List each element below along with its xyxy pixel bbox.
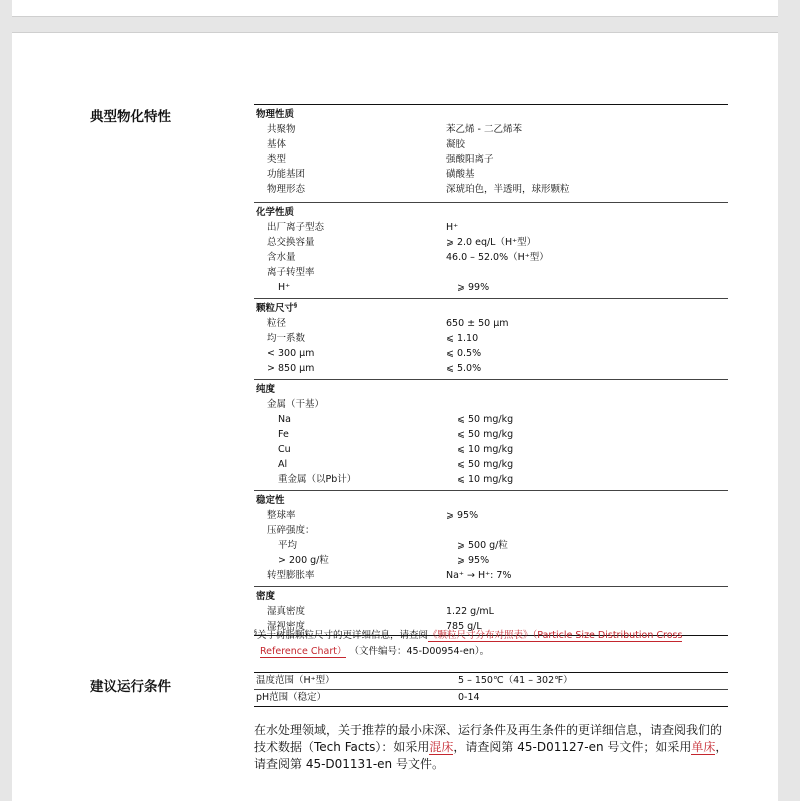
table-row: H⁺ ⩾ 99% [278, 282, 490, 293]
table-row: 转型膨胀率 Na⁺ → H⁺: 7% [267, 570, 512, 581]
properties-table [254, 104, 728, 636]
group-header: 稳定性 [256, 495, 285, 506]
table-row: 平均 ⩾ 500 g/粒 [278, 540, 508, 551]
table-row: 物理形态 深琥珀色，半透明，球形颗粒 [267, 184, 570, 195]
table-row: 金属（干基） [267, 399, 325, 410]
link-single-bed[interactable]: 单床 [691, 740, 716, 754]
table-row: > 850 µm ⩽ 5.0% [267, 363, 482, 374]
group-header: 颗粒尺寸§ [256, 301, 298, 314]
table-row: 压碎强度： [267, 525, 315, 536]
section-title-typical-properties: 典型物化特性 [90, 109, 171, 125]
table-row: 离子转型率 [267, 267, 315, 278]
table-row: 出厂离子型态 H⁺ [267, 222, 459, 233]
group-header: 纯度 [256, 384, 276, 395]
table-row: 均一系数 ⩽ 1.10 [267, 333, 479, 344]
group-stability [254, 493, 728, 587]
link-particle-size-chart-cn[interactable]: 《颗粒尺寸分布对照表》 [428, 630, 533, 641]
operating-conditions-table [254, 672, 728, 707]
table-row: 总交换容量 ⩾ 2.0 eq/L（H⁺型） [267, 237, 537, 248]
link-particle-size-chart-en[interactable]: （Particle Size Distribution Cross [532, 630, 683, 641]
group-header: 密度 [256, 591, 276, 602]
table-row: 类型 强酸阳离子 [267, 154, 494, 165]
table-row: Al ⩽ 50 mg/kg [278, 459, 514, 470]
table-row: 湿真密度 1.22 g/mL [267, 606, 494, 617]
table-row: Fe ⩽ 50 mg/kg [278, 429, 514, 440]
link-particle-size-chart-en-2[interactable]: Reference Chart） [260, 646, 347, 657]
table-row: 温度范围（H⁺型） 5 – 150℃（41 – 302℉） [254, 673, 728, 690]
table-row: 粒径 650 ± 50 µm [267, 318, 509, 329]
table-row: 基体 凝胶 [267, 139, 466, 150]
section-title-operating-conditions: 建议运行条件 [90, 679, 171, 695]
table-row: Cu ⩽ 10 mg/kg [278, 444, 514, 455]
table-row: 共聚物 苯乙烯 - 二乙烯苯 [267, 124, 522, 135]
table-row: pH范围（稳定） 0-14 [254, 690, 728, 707]
group-physical [254, 107, 728, 203]
table-row: 重金属（以Pb计） ⩽ 10 mg/kg [278, 474, 514, 485]
group-header: 化学性质 [256, 207, 295, 218]
group-purity [254, 382, 728, 491]
table-row: 含水量 46.0 – 52.0%（H⁺型） [267, 252, 549, 263]
operating-paragraph: 在水处理领域，关于推荐的最小床深、运行条件及再生条件的更详细信息，请查阅我们的技术数据（Tech Facts）：如采用混床，请查阅第 45-D01127-en 号文件；如采用单床，请查阅第 45-D01131-en 号文件。 [254, 723, 728, 771]
table-row: < 300 µm ⩽ 0.5% [267, 348, 482, 359]
table-row: > 200 g/粒 ⩾ 95% [278, 555, 490, 566]
footnote: §关于树脂颗粒尺寸的更详细信息，请查阅《颗粒尺寸分布对照表》（Particle Size Distribution Cross Reference Chart） （文件编号：45-D00954-en）。 [254, 628, 683, 657]
group-chemical [254, 205, 728, 299]
table-row: 整球率 ⩾ 95% [267, 510, 479, 521]
table-row: 功能基团 磺酸基 [267, 169, 475, 180]
table-row: 湿视密度 785 g/L [267, 621, 482, 632]
group-header: 物理性质 [256, 109, 295, 120]
previous-page-edge [12, 0, 778, 17]
link-mixed-bed[interactable]: 混床 [429, 740, 454, 754]
group-particle-size [254, 301, 728, 380]
table-row: Na ⩽ 50 mg/kg [278, 414, 514, 425]
